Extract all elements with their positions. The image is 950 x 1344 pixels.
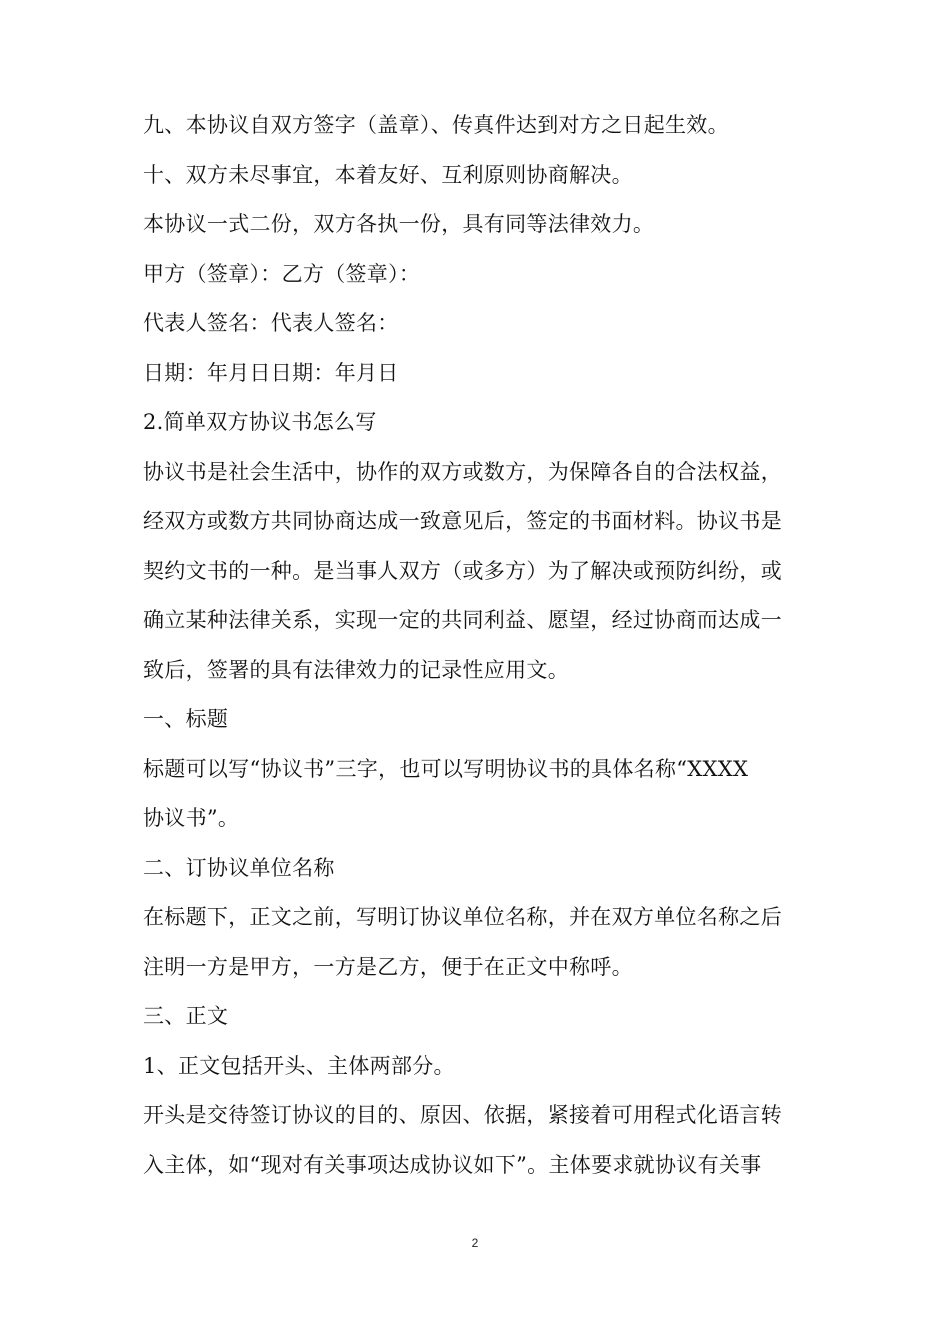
signature-line-representatives: 代表人签名：代表人签名： [143, 311, 399, 335]
paragraph-line: 注明一方是甲方，一方是乙方，便于在正文中称呼。 [143, 954, 633, 979]
page-number: 2 [471, 1236, 479, 1250]
section-heading: 2.简单双方协议书怎么写 [143, 410, 377, 434]
copies-statement: 本协议一式二份，双方各执一份，具有同等法律效力。 [143, 212, 655, 236]
subheading-body: 三、正文 [143, 1004, 229, 1028]
paragraph-line: 协议书”。 [143, 806, 240, 830]
paragraph-line: 入主体，如“现对有关事项达成协议如下”。主体要求就协议有关事 [143, 1152, 762, 1177]
paragraph-line: 在标题下，正文之前，写明订协议单位名称，并在双方单位名称之后 [143, 905, 782, 929]
signature-line-parties: 甲方（签章）：乙方（签章）： [143, 261, 421, 286]
list-item: 1、正文包括开头、主体两部分。 [143, 1053, 455, 1078]
signature-line-dates: 日期：年月日日期：年月日 [143, 360, 399, 385]
paragraph-line: 标题可以写“协议书”三字，也可以写明协议书的具体名称“XXXX [143, 756, 749, 781]
paragraph-line: 致后，签署的具有法律效力的记录性应用文。 [143, 657, 569, 682]
paragraph-line: 开头是交待签订协议的目的、原因、依据，紧接着可用程式化语言转 [143, 1103, 782, 1127]
paragraph-line: 协议书是社会生活中，协作的双方或数方，为保障各自的合法权益， [143, 459, 782, 484]
paragraph-line: 契约文书的一种。是当事人双方（或多方）为了解决或预防纠纷，或 [143, 558, 782, 583]
subheading-party-names: 二、订协议单位名称 [143, 855, 335, 880]
clause-nine: 九、本协议自双方签字（盖章）、传真件达到对方之日起生效。 [143, 113, 729, 137]
document-body [143, 101, 833, 1190]
paragraph-line: 经双方或数方共同协商达成一致意见后，签定的书面材料。协议书是 [143, 509, 782, 533]
subheading-title: 一、标题 [143, 707, 229, 731]
paragraph-line: 确立某种法律关系，实现一定的共同利益、愿望，经过协商而达成一 [143, 608, 782, 632]
clause-ten: 十、双方未尽事宜，本着友好、互利原则协商解决。 [143, 162, 633, 187]
